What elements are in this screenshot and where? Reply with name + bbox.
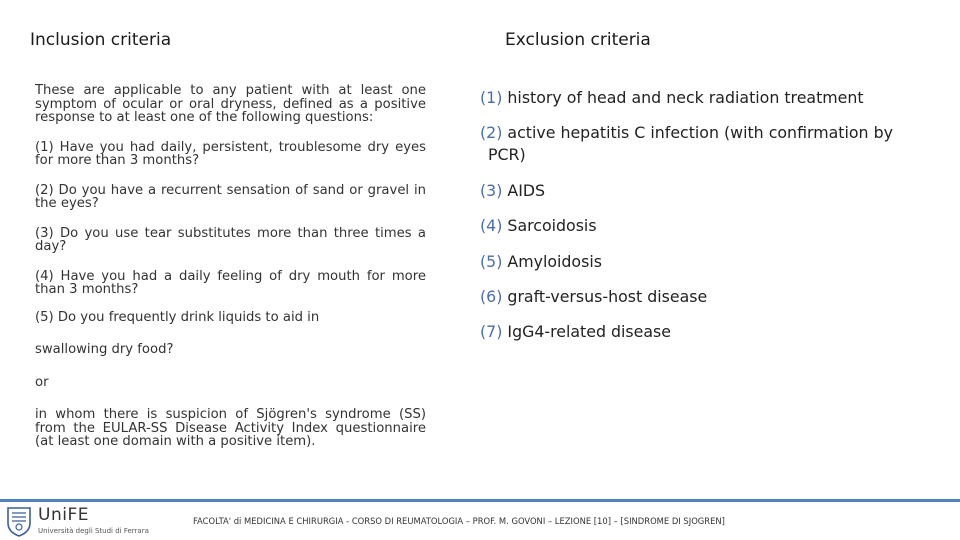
inclusion-criteria-text [35,84,426,449]
exclusion-text-4: Sarcoidosis [502,216,597,235]
exclusion-item-6 [480,286,920,308]
question-3: (3) Do you use tear substitutes more than three times a day? [35,225,426,254]
logo-name: UniFE [38,505,89,525]
inclusion-heading: Inclusion criteria [30,30,172,50]
exclusion-heading: Exclusion criteria [505,30,651,50]
exclusion-criteria-list [480,87,920,343]
inclusion-intro: These are applicable to any patient with at least one symptom of ocular or oral dryness, defined as a positive response to at least one of the following questions: [35,83,426,125]
exclusion-text-2: active hepatitis C infection (with confirmation by [502,123,893,142]
exclusion-num-6: (6) [480,287,503,306]
university-logo [0,503,160,540]
exclusion-text-3: AIDS [502,181,546,200]
exclusion-text-1: history of head and neck radiation treatment [502,88,864,107]
exclusion-item-3 [480,180,920,202]
exclusion-num-7: (7) [480,322,503,341]
exclusion-item-7 [480,321,920,343]
footer-accent-bar [0,499,960,502]
exclusion-text-7: IgG4-related disease [502,322,671,341]
question-1: (1) Have you had daily, persistent, troublesome dry eyes for more than 3 months? [35,139,426,168]
exclusion-text-2-cont: PCR) [488,145,526,164]
exclusion-num-3: (3) [480,181,503,200]
question-5-cont: swallowing dry food? [35,342,174,357]
logo-subtitle: Università degli Studi di Ferrara [38,527,149,535]
crest-icon [6,505,32,537]
or-text: or [35,374,49,390]
exclusion-item-2 [480,122,920,166]
question-5: (5) Do you frequently drink liquids to aid in [35,309,320,325]
question-2: (2) Do you have a recurrent sensation of sand or gravel in the eyes? [35,182,426,211]
exclusion-num-1: (1) [480,88,503,107]
exclusion-num-4: (4) [480,216,503,235]
exclusion-item-4 [480,215,920,237]
exclusion-text-5: Amyloidosis [502,252,602,271]
exclusion-text-6: graft-versus-host disease [502,287,708,306]
exclusion-item-5 [480,251,920,273]
inclusion-closing: in whom there is suspicion of Sjögren's syndrome (SS) from the EULAR-SS Disease Activity Index questionnaire (at least one domain with a positive item). [35,407,426,449]
footer-course-info: FACOLTA' di MEDICINA E CHIRURGIA - CORSO DI REUMATOLOGIA – PROF. M. GOVONI – LEZIONE [10] – [SINDROME DI SJOGREN] [193,516,725,526]
exclusion-num-2: (2) [480,123,503,142]
question-4: (4) Have you had a daily feeling of dry mouth for more than 3 months? [35,268,426,297]
exclusion-num-5: (5) [480,252,503,271]
exclusion-item-1 [480,87,920,109]
